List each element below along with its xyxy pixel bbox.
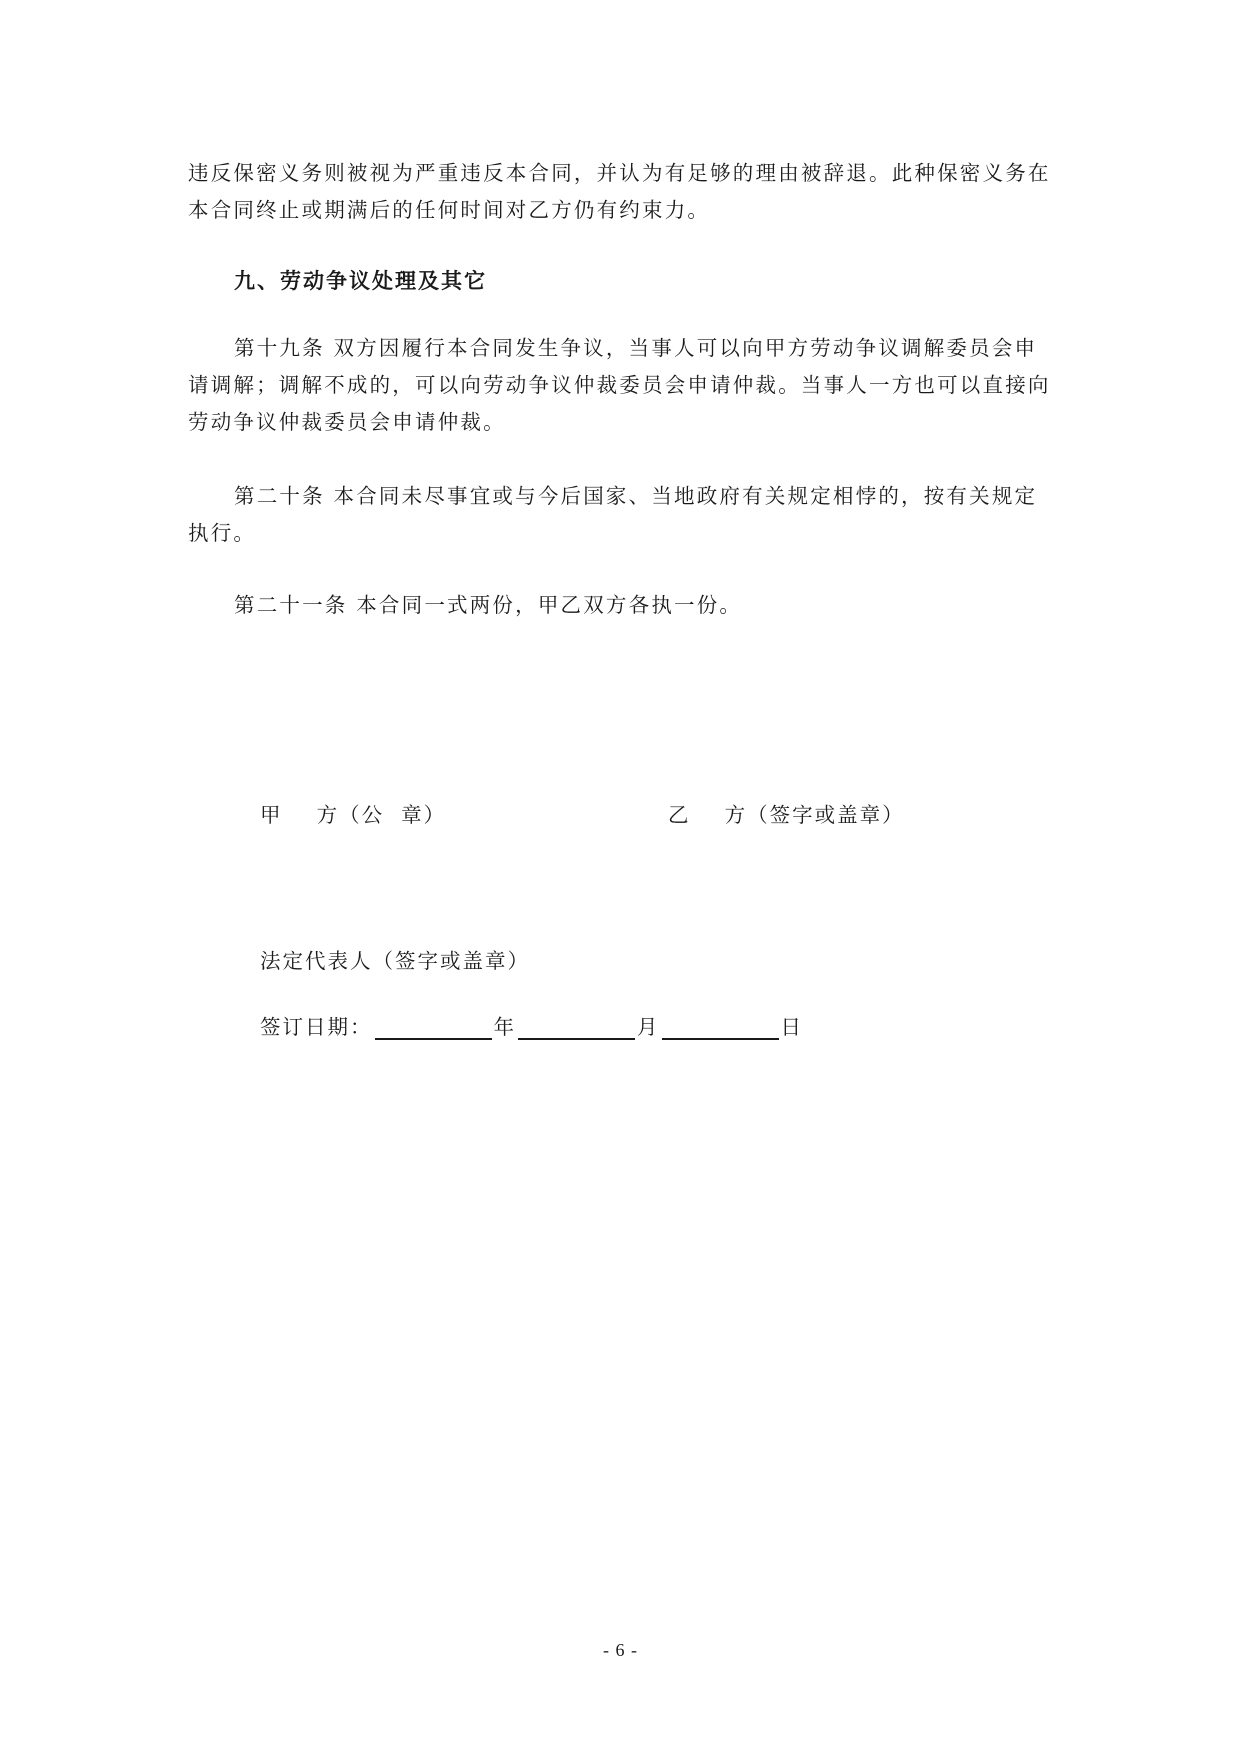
signing-date-label: 签订日期： — [260, 1015, 373, 1039]
year-blank-line — [375, 1016, 492, 1040]
day-blank-line — [662, 1016, 779, 1040]
month-blank-line — [518, 1016, 635, 1040]
paragraph-confidentiality-continuation: 违反保密义务则被视为严重违反本合同，并认为有足够的理由被辞退。此种保密义务在本合同终止或期满后的任何时间对乙方仍有约束力。 — [188, 161, 1051, 222]
article-20: 第二十条 本合同未尽事宜或与今后国家、当地政府有关规定相悖的，按有关规定执行。 — [188, 484, 1038, 545]
legal-representative-label: 法定代表人（签字或盖章） — [260, 949, 530, 973]
signing-date-row — [260, 1010, 803, 1040]
year-label: 年 — [493, 1015, 516, 1039]
article-19: 第十九条 双方因履行本合同发生争议，当事人可以向甲方劳动争议调解委员会申请调解；调解不成的，可以向劳动争议仲裁委员会申请仲裁。当事人一方也可以直接向劳动争议仲裁委员会申请仲裁。 — [188, 336, 1051, 434]
section-heading-labor-disputes: 九、劳动争议处理及其它 — [234, 269, 487, 293]
month-label: 月 — [637, 1015, 660, 1039]
page-number: - 6 - — [603, 1640, 638, 1660]
article-21: 第二十一条 本合同一式两份，甲乙双方各执一份。 — [234, 593, 743, 617]
party-a-signature-label: 甲 方（公 章） — [260, 803, 447, 827]
day-label: 日 — [780, 1015, 803, 1039]
party-b-signature-label: 乙 方（签字或盖章） — [668, 803, 905, 827]
